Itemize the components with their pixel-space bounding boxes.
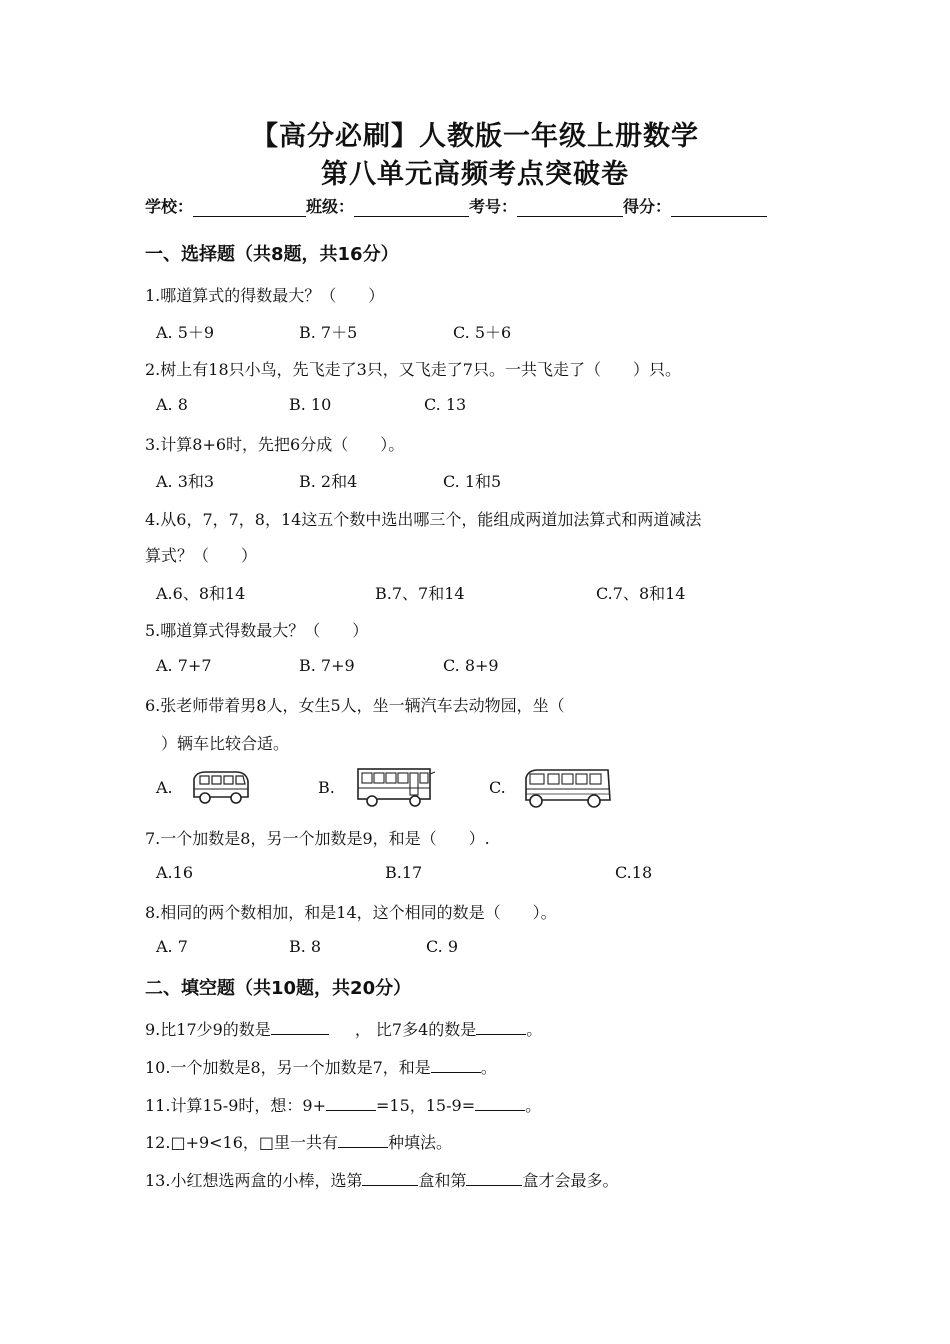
q12-text-a: 12.□+9<16，□里一共有: [145, 1133, 339, 1152]
question-6: 6.张老师带着男8人，女生5人，坐一辆汽车去动物园，坐（: [145, 696, 565, 715]
student-info-row: [145, 193, 810, 217]
q11-text-a: 11.计算15-9时，想：9+: [145, 1096, 326, 1115]
score-blank[interactable]: [671, 198, 767, 217]
exam-no-label: 考号：: [469, 197, 518, 216]
q8-option-b[interactable]: B. 8: [289, 937, 322, 956]
question-4-continued: 算式？（ ）: [145, 546, 258, 565]
exam-no-blank[interactable]: [517, 198, 623, 217]
q9-blank-2[interactable]: [476, 1020, 526, 1035]
q1-option-b[interactable]: B. 7＋5: [299, 323, 358, 342]
minibus-icon[interactable]: [188, 767, 252, 807]
q8-option-a[interactable]: A. 7: [156, 937, 188, 956]
q10-blank-1[interactable]: [431, 1058, 481, 1073]
question-3: 3.计算8+6时，先把6分成（ ）。: [145, 435, 405, 454]
q3-option-b[interactable]: B. 2和4: [299, 472, 358, 491]
q2-option-a[interactable]: A. 8: [156, 395, 188, 414]
q3-option-c[interactable]: C. 1和5: [443, 472, 502, 491]
school-blank[interactable]: [193, 198, 306, 217]
large-bus-icon[interactable]: [522, 764, 614, 810]
question-8: 8.相同的两个数相加，和是14，这个相同的数是（ ）。: [145, 903, 557, 922]
q13-text-b: 盒和第: [418, 1171, 467, 1190]
class-label: 班级：: [306, 197, 355, 216]
question-12: [145, 1130, 452, 1153]
question-5: 5.哪道算式得数最大？（ ）: [145, 621, 369, 640]
school-label: 学校：: [145, 197, 194, 216]
q11-text-c: 。: [525, 1096, 542, 1115]
bus-icon[interactable]: [355, 764, 437, 810]
q13-blank-2[interactable]: [466, 1171, 522, 1186]
q8-option-c[interactable]: C. 9: [426, 937, 459, 956]
q7-option-b[interactable]: B.17: [385, 863, 423, 882]
section-2-heading: 二、填空题（共10题，共20分）: [145, 978, 412, 999]
q5-option-a[interactable]: A. 7+7: [156, 656, 212, 675]
q11-blank-1[interactable]: [326, 1096, 376, 1111]
q9-blank-1[interactable]: [271, 1020, 329, 1035]
title-line-2: 第八单元高频考点突破卷: [321, 159, 629, 190]
question-1: 1.哪道算式的得数最大？（ ）: [145, 286, 385, 305]
q6-option-c[interactable]: C.: [489, 778, 506, 797]
q2-option-b[interactable]: B. 10: [289, 395, 332, 414]
q3-option-a[interactable]: A. 3和3: [156, 472, 215, 491]
q1-option-a[interactable]: A. 5＋9: [156, 323, 215, 342]
q11-text-b: =15，15-9=: [375, 1096, 476, 1115]
question-9: [145, 1017, 542, 1040]
question-7: 7.一个加数是8，另一个加数是9，和是（ ）.: [145, 829, 490, 848]
question-6-continued: ）辆车比较合适。: [145, 734, 290, 753]
score-label: 得分：: [623, 197, 672, 216]
question-11: [145, 1093, 541, 1116]
q5-option-b[interactable]: B. 7+9: [299, 656, 355, 675]
q4-option-a[interactable]: A.6、8和14: [156, 584, 246, 603]
q5-option-c[interactable]: C. 8+9: [443, 656, 499, 675]
title-line-1: 【高分必刷】人教版一年级上册数学: [251, 121, 699, 152]
question-4: 4.从6，7，7，8，14这五个数中选出哪三个，能组成两道加法算式和两道减法: [145, 510, 702, 529]
q13-text-c: 盒才会最多。: [522, 1171, 619, 1190]
q12-blank-1[interactable]: [338, 1133, 388, 1148]
q10-text-b: 。: [480, 1058, 497, 1077]
q7-option-c[interactable]: C.18: [615, 863, 653, 882]
question-13: [145, 1168, 618, 1191]
q2-option-c[interactable]: C. 13: [424, 395, 467, 414]
question-10: [145, 1055, 497, 1078]
q13-blank-1[interactable]: [362, 1171, 418, 1186]
q6-option-a[interactable]: A.: [156, 778, 173, 797]
section-1-heading: 一、选择题（共8题，共16分）: [145, 244, 399, 265]
q6-option-b[interactable]: B.: [318, 778, 335, 797]
q4-option-c[interactable]: C.7、8和14: [596, 584, 686, 603]
q4-option-b[interactable]: B.7、7和14: [375, 584, 465, 603]
class-blank[interactable]: [354, 198, 469, 217]
q12-text-b: 种填法。: [388, 1133, 453, 1152]
q9-text-c: 。: [526, 1020, 543, 1039]
q9-text-b: ， 比7多4的数是: [354, 1020, 477, 1039]
q11-blank-2[interactable]: [475, 1096, 525, 1111]
q13-text-a: 13.小红想选两盒的小棒，选第: [145, 1171, 363, 1190]
q7-option-a[interactable]: A.16: [156, 863, 193, 882]
q10-text-a: 10.一个加数是8，另一个加数是7，和是: [145, 1058, 431, 1077]
q9-text-a: 9.比17少9的数是: [145, 1020, 271, 1039]
q1-option-c[interactable]: C. 5＋6: [453, 323, 512, 342]
question-2: 2.树上有18只小鸟，先飞走了3只，又飞走了7只。一共飞走了（ ）只。: [145, 360, 681, 379]
